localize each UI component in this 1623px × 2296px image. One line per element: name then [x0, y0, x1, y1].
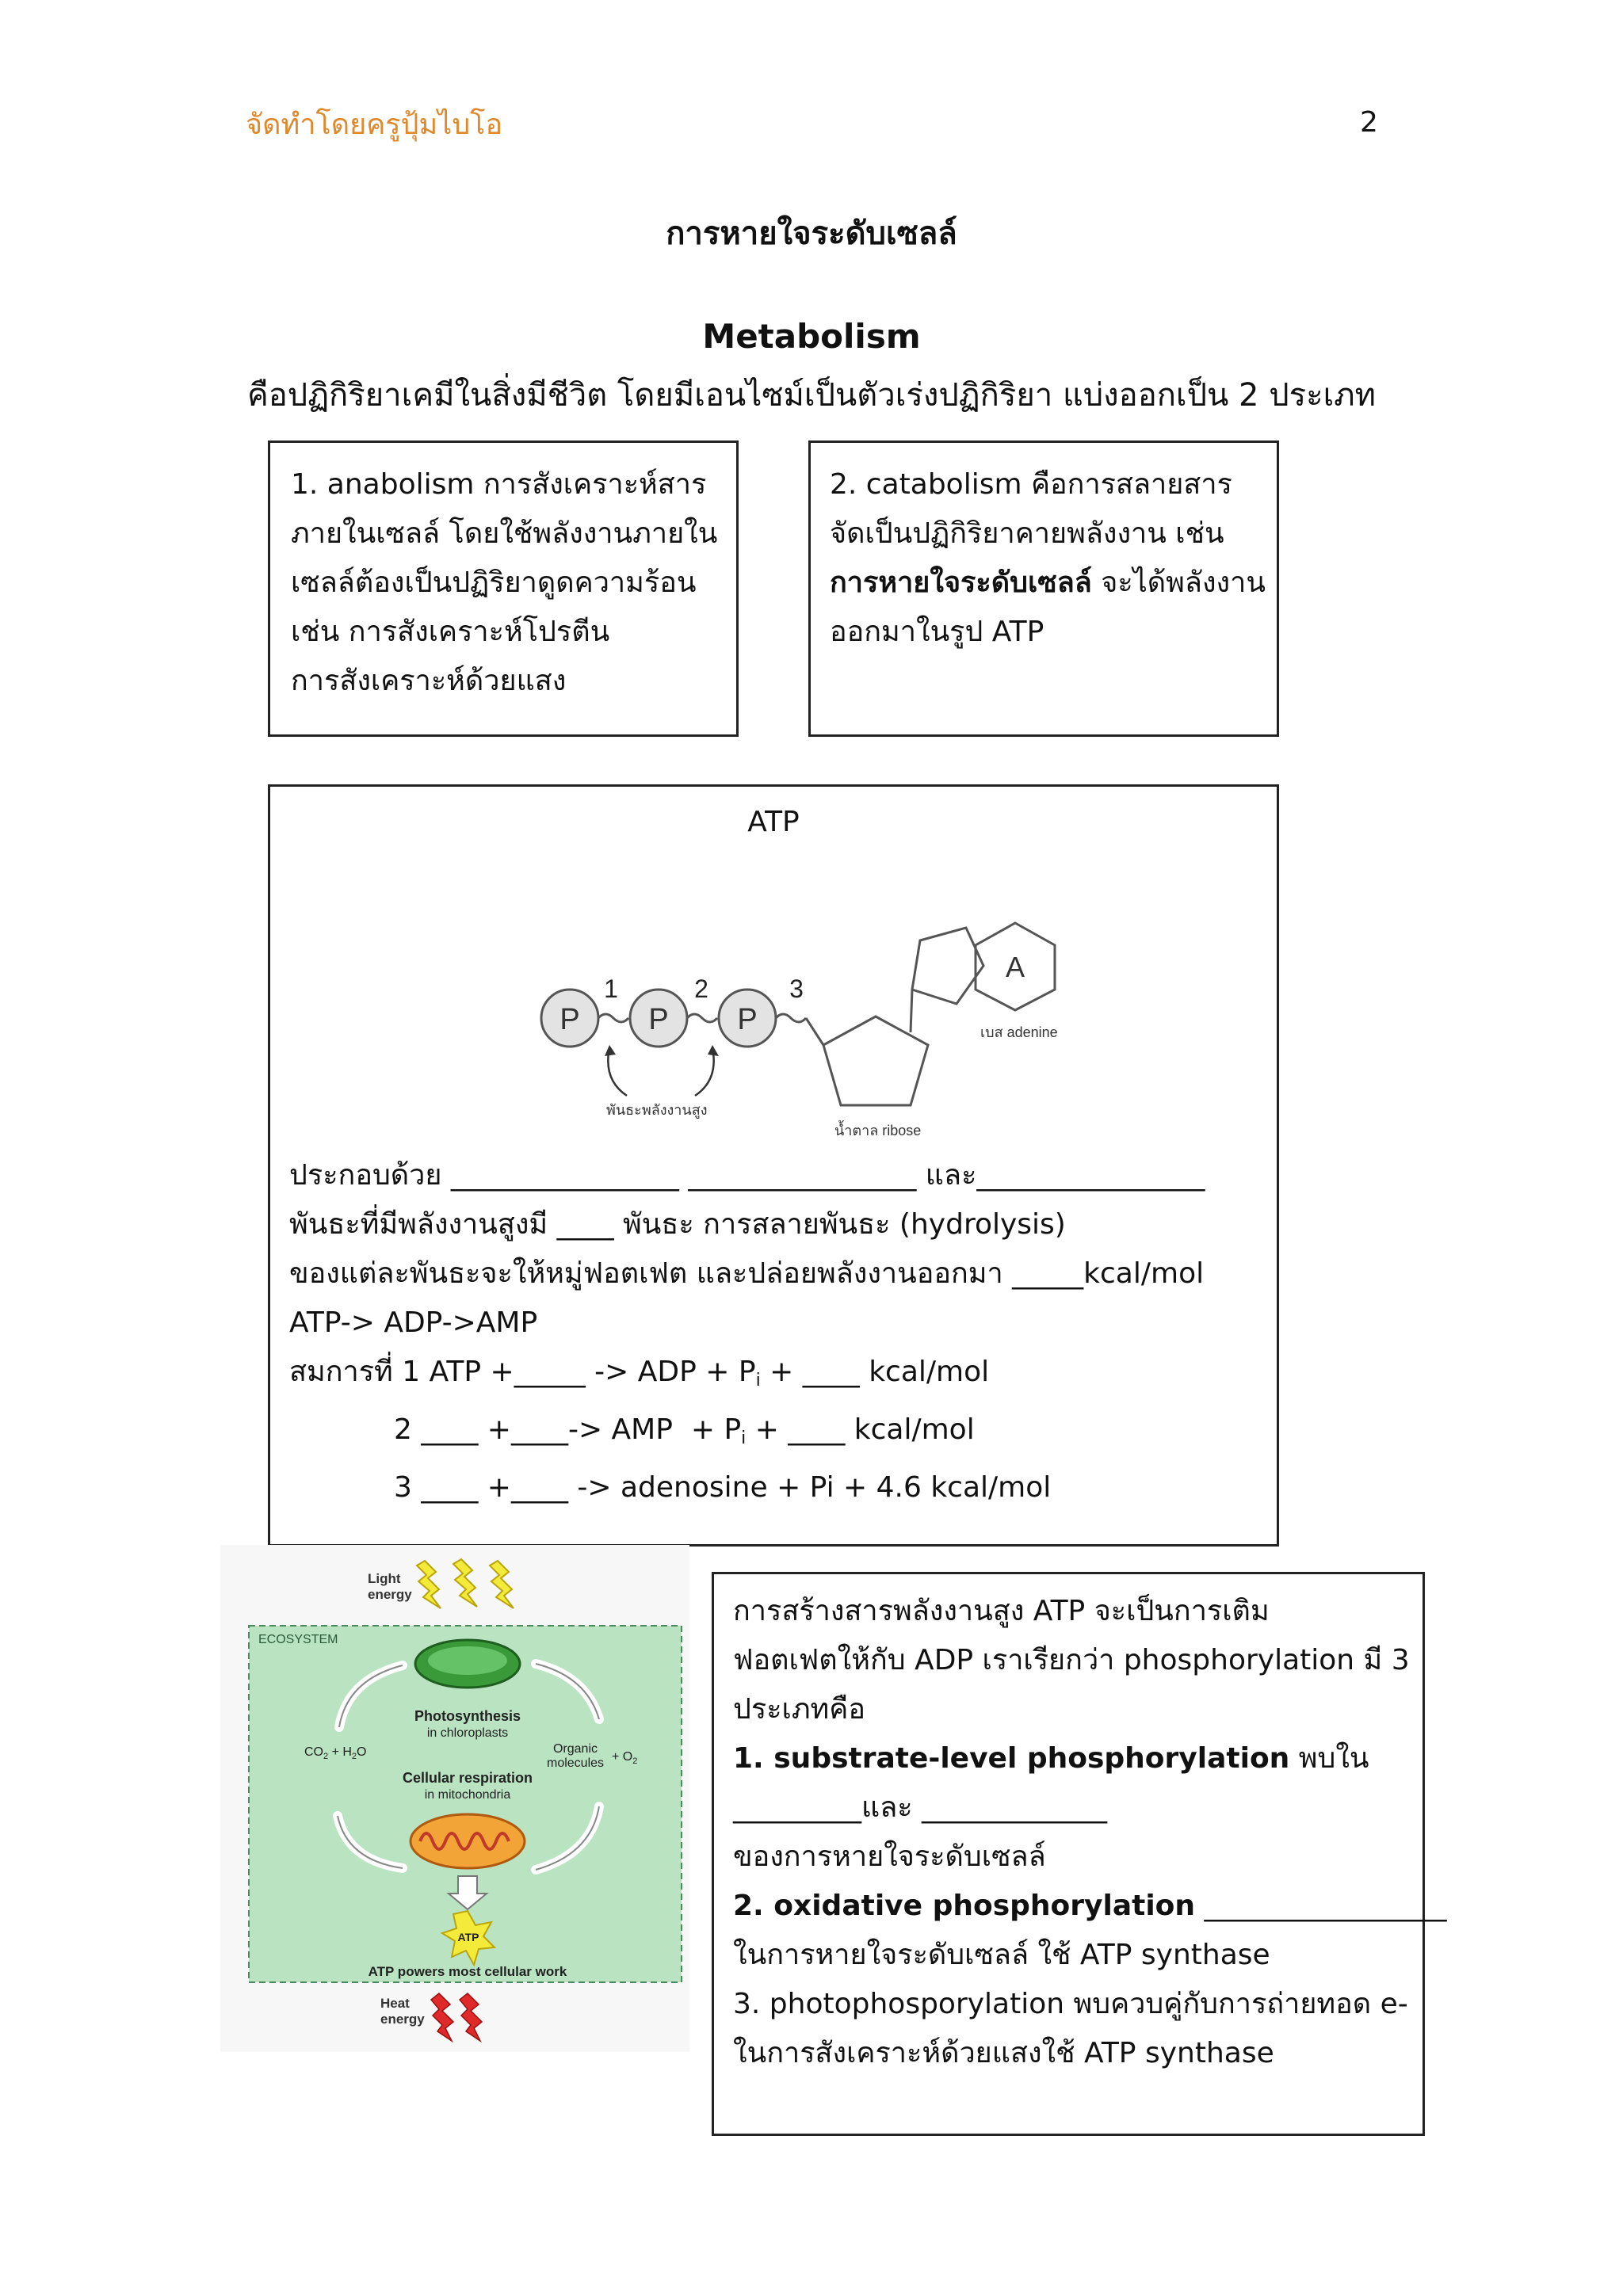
- organic-label: Organic: [552, 1742, 598, 1756]
- co2-text: CO: [304, 1745, 323, 1759]
- substrate-level-rest: พบใน: [1289, 1742, 1369, 1775]
- cellular-respiration-label: Cellular respiration: [402, 1770, 533, 1786]
- atp-box: [268, 784, 1279, 1547]
- equation-2-right: + ____ kcal/mol: [746, 1413, 975, 1446]
- subscript-2: 2: [351, 1752, 357, 1761]
- heat-energy-label: energy: [380, 2012, 425, 2027]
- equation-2-left: 2 ____ +____-> AMP + P: [394, 1413, 742, 1446]
- cellular-respiration-emphasis: การหายใจระดับเซลล์: [830, 566, 1092, 599]
- ecosystem-label: ECOSYSTEM: [258, 1633, 338, 1646]
- adenine-link: [911, 990, 912, 1032]
- light-energy-label: energy: [368, 1587, 412, 1602]
- anabolism-box: [268, 441, 739, 737]
- page-number: 2: [1360, 106, 1378, 139]
- chloroplasts-label: in chloroplasts: [426, 1726, 509, 1740]
- mitochondria-label: in mitochondria: [424, 1788, 511, 1802]
- o2-text: + O: [612, 1750, 633, 1764]
- catabolism-line-rest: จะได้พลังงาน: [1091, 566, 1266, 599]
- adenine-pentagon: [912, 928, 983, 1004]
- catabolism-line: จัดเป็นปฏิกิริยาคายพลังงาน เช่น: [830, 517, 1224, 550]
- atp-structure-diagram: [508, 921, 1079, 1135]
- bond-arrowhead-1: [605, 1045, 616, 1056]
- equation-2: [289, 1405, 1205, 1463]
- subscript-i: i: [755, 1371, 761, 1390]
- high-energy-bond-1: [598, 1014, 628, 1022]
- light-energy-label: Light: [368, 1571, 401, 1586]
- ribose-link: [806, 1018, 823, 1045]
- h2o-text: + H: [328, 1745, 352, 1759]
- atp-bonds-line: พันธะที่มีพลังงานสูงมี ____ พันธะ การสลายพันธะ (hydrolysis): [289, 1208, 1066, 1241]
- author-header: จัดทำโดยครูปุ้มไบโอ: [246, 109, 503, 141]
- subscript-i: i: [741, 1428, 747, 1448]
- molecules-label: molecules: [546, 1756, 605, 1770]
- metabolism-definition: คือปฏิกิริยาเคมีในสิ่งมีชีวิต โดยมีเอนไซม์เป็นตัวเร่งปฏิกิริยา แบ่งออกเป็น 2 ประเภท: [247, 377, 1376, 414]
- bond-arrow-1: [608, 1048, 627, 1096]
- adenine-label: เบส adenine: [980, 1024, 1058, 1040]
- catabolism-line: 2. catabolism คือการสลายสาร: [830, 468, 1232, 501]
- heat-energy-label: Heat: [380, 1996, 410, 2011]
- atp-star-label: ATP: [457, 1931, 479, 1943]
- bond-number-2: 2: [694, 974, 708, 1003]
- oxidative-tail: ในการหายใจระดับเซลล์ ใช้ ATP synthase: [733, 1939, 1270, 1971]
- metabolism-heading: Metabolism: [702, 317, 921, 356]
- page-title: การหายใจระดับเซลล์: [666, 215, 957, 252]
- bond-number-3: 3: [789, 974, 804, 1003]
- adenine-letter: A: [1005, 951, 1025, 983]
- atp-components-line: ประกอบด้วย ________________ ________________ และ________________: [289, 1159, 1205, 1192]
- oxidative-blank: _________________: [1195, 1890, 1447, 1922]
- phosphate-groups: [541, 990, 776, 1047]
- bond-arrowhead-2: [708, 1045, 719, 1056]
- chloroplast-icon: [428, 1646, 507, 1675]
- atp-heading: ATP: [747, 806, 800, 838]
- catabolism-box: [808, 441, 1279, 737]
- ribose-sugar: [823, 1016, 928, 1105]
- substrate-level-term: 1. substrate-level phosphorylation: [733, 1742, 1290, 1775]
- oxidative-term: 2. oxidative phosphorylation: [733, 1890, 1196, 1922]
- ecosystem-energy-figure: [220, 1545, 689, 2052]
- equation-1: [289, 1348, 1205, 1405]
- anabolism-line: 1. anabolism การสังเคราะห์สาร: [291, 468, 707, 501]
- equation-1-right: + ____ kcal/mol: [760, 1356, 990, 1388]
- equation-3: 3 ____ +____ -> adenosine + Pi + 4.6 kcal/mol: [394, 1471, 1052, 1504]
- bond-number-1: 1: [604, 974, 618, 1003]
- anabolism-line: เซลล์ต้องเป็นปฏิริยาดูดความร้อน: [291, 566, 697, 599]
- substrate-level-blanks: _________และ _____________: [733, 1791, 1108, 1824]
- atp-powers-label: ATP powers most cellular work: [368, 1964, 567, 1979]
- ribose-label: น้ำตาล ribose: [834, 1123, 922, 1135]
- ester-bond: [776, 1014, 806, 1022]
- phosphate-label: P: [737, 1003, 758, 1036]
- atp-sequence-line: ATP-> ADP->AMP: [289, 1306, 538, 1339]
- anabolism-line: การสังเคราะห์ด้วยแสง: [291, 665, 567, 697]
- catabolism-line: ออกมาในรูป ATP: [830, 616, 1044, 648]
- subscript-2: 2: [632, 1756, 638, 1766]
- substrate-level-item: [733, 1734, 1423, 1783]
- photophosphorylation-item: 3. photophosporylation พบควบคู่กับการถ่ายทอด e-: [733, 1988, 1408, 2020]
- phosphorylation-intro: การสร้างสารพลังงานสูง ATP จะเป็นการเติม: [733, 1595, 1270, 1627]
- phosphate-label: P: [559, 1003, 580, 1036]
- substrate-level-tail: ของการหายใจระดับเซลล์: [733, 1840, 1046, 1873]
- bond-arrow-2: [695, 1048, 714, 1096]
- catabolism-line: [830, 559, 1277, 608]
- anabolism-line: เช่น การสังเคราะห์โปรตีน: [291, 616, 610, 648]
- oxidative-item: [733, 1882, 1447, 1931]
- high-energy-bond-label: พันธะพลังงานสูง: [606, 1102, 708, 1118]
- phosphate-label: P: [648, 1003, 669, 1036]
- equation-1-left: สมการที่ 1 ATP +_____ -> ADP + P: [289, 1356, 756, 1388]
- photophosphorylation-tail: ในการสังเคราะห์ด้วยแสงใช้ ATP synthase: [733, 2037, 1274, 2069]
- phosphorylation-intro: ประเภทคือ: [733, 1693, 865, 1726]
- high-energy-bond-2: [687, 1014, 717, 1022]
- phosphorylation-box: [712, 1572, 1447, 2136]
- atp-energy-line: ของแต่ละพันธะจะให้หมู่ฟอตเฟต และปล่อยพลังงานออกมา _____kcal/mol: [289, 1257, 1205, 1290]
- h2o-end: O: [357, 1745, 367, 1759]
- anabolism-line: ภายในเซลล์ โดยใช้พลังงานภายใน: [291, 517, 718, 550]
- phosphorylation-intro: ฟอตเฟตให้กับ ADP เราเรียกว่า phosphorylation มี 3: [733, 1644, 1410, 1676]
- subscript-2: 2: [323, 1752, 329, 1761]
- photosynthesis-label: Photosynthesis: [414, 1708, 521, 1724]
